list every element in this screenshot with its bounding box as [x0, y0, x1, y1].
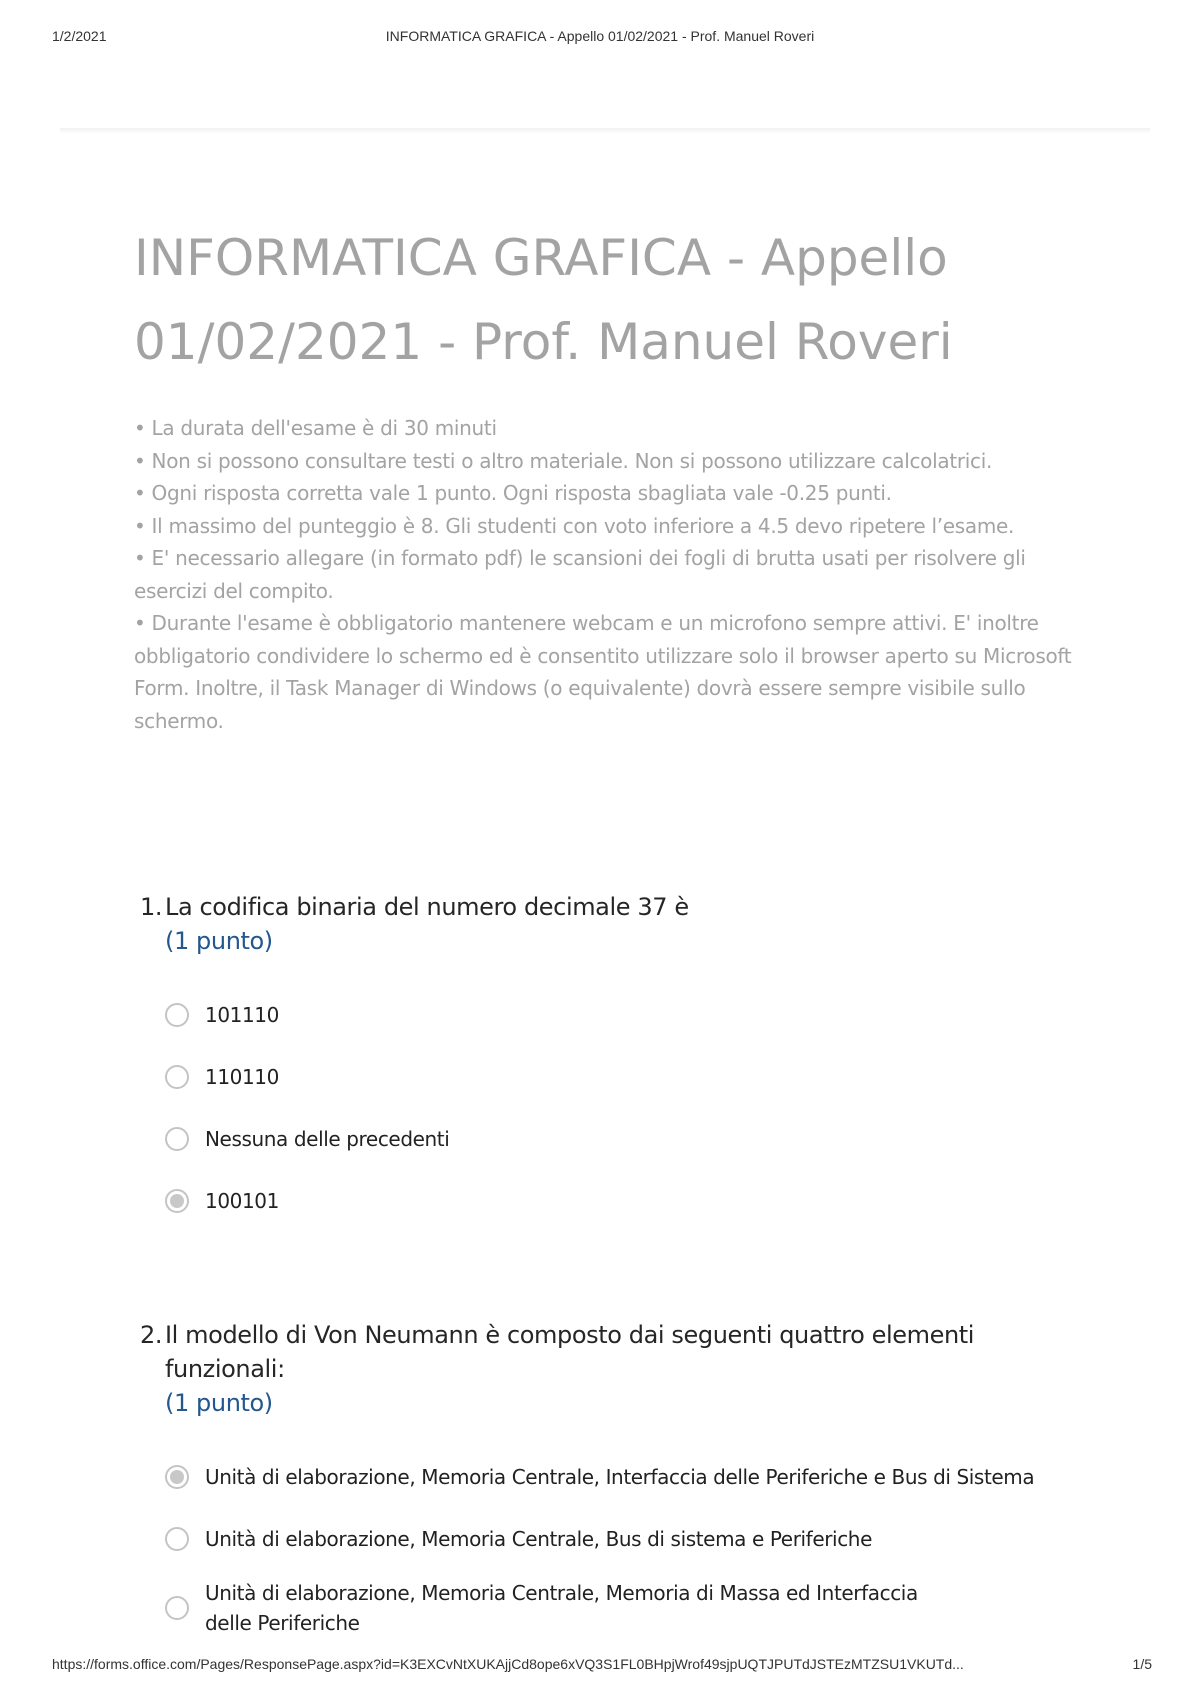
question-header	[140, 1318, 1100, 1420]
radio-button-selected[interactable]	[165, 1189, 189, 1213]
question-1	[140, 890, 1100, 1232]
question-number: 1.	[140, 893, 163, 921]
option-101110[interactable]	[165, 984, 1100, 1046]
print-header	[0, 28, 1200, 50]
form-title: INFORMATICA GRAFICA - Appello 01/02/2021 - Prof. Manuel Roveri	[134, 229, 953, 371]
option-interfaccia-bus[interactable]	[165, 1446, 1100, 1508]
rule-max-score: • Il massimo del punteggio è 8. Gli studenti con voto inferiore a 4.5 devo ripetere l’esame.	[134, 513, 1015, 538]
option-label: 110110	[205, 1065, 279, 1089]
option-label: 100101	[205, 1189, 279, 1213]
option-110110[interactable]	[165, 1046, 1100, 1108]
radio-button[interactable]	[165, 1065, 189, 1089]
radio-button[interactable]	[165, 1003, 189, 1027]
page-number: 1/5	[1132, 1656, 1152, 1672]
option-label: Nessuna delle precedenti	[205, 1127, 450, 1151]
option-label: Unità di elaborazione, Memoria Centrale, Interfaccia delle Periferiche e Bus di Sistema	[205, 1465, 1035, 1489]
option-list	[165, 984, 1100, 1232]
question-points: (1 punto)	[165, 927, 273, 955]
question-points: (1 punto)	[165, 1389, 273, 1417]
rule-attachments: • E' necessario allegare (in formato pdf) le scansioni dei fogli di brutta usati per risolvere gli esercizi del compito.	[134, 546, 1026, 603]
rule-materials: • Non si possono consultare testi o altro materiale. Non si possono utilizzare calcolatrici.	[134, 448, 993, 473]
option-label: Unità di elaborazione, Memoria Centrale, Bus di sistema e Periferiche	[205, 1527, 872, 1551]
option-nessuna[interactable]	[165, 1108, 1100, 1170]
print-date: 1/2/2021	[52, 28, 107, 44]
radio-button[interactable]	[165, 1127, 189, 1151]
form-description	[134, 412, 1094, 737]
question-2	[140, 1318, 1100, 1644]
option-bus-periferiche[interactable]	[165, 1508, 1100, 1570]
rule-scoring: • Ogni risposta corretta vale 1 punto. Ogni risposta sbagliata vale -0.25 punti.	[134, 481, 892, 505]
rule-proctoring: • Durante l'esame è obbligatorio mantenere webcam e un microfono sempre attivi. E' inoltre obbligatorio condividere lo schermo ed è consentito utilizzare solo il browser aperto su Microsoft Form. Inoltre, il Task Manager di Windows (o equivalente) dovrà essere sempre visibile sullo schermo.	[134, 611, 1072, 733]
question-number: 2.	[140, 1321, 163, 1349]
option-list	[165, 1446, 1100, 1644]
radio-button[interactable]	[165, 1596, 189, 1620]
radio-button[interactable]	[165, 1527, 189, 1551]
question-header	[140, 890, 1100, 958]
question-text: La codifica binaria del numero decimale 37 è	[165, 893, 689, 921]
rule-duration: • La durata dell'esame è di 30 minuti	[134, 416, 497, 440]
print-footer	[0, 1656, 1200, 1676]
option-100101[interactable]	[165, 1170, 1100, 1232]
print-document-title: INFORMATICA GRAFICA - Appello 01/02/2021 - Prof. Manuel Roveri	[385, 28, 815, 44]
option-label: 101110	[205, 1003, 279, 1027]
page-url: https://forms.office.com/Pages/ResponsePage.aspx?id=K3EXCvNtXUKAjjCd8ope6xVQ3S1FL0BHpjWrof49sjpUQTJPUTdJSTEzMTZSU1VKUTd...	[52, 1656, 964, 1672]
header-divider	[60, 128, 1150, 134]
option-memoria-massa[interactable]	[165, 1572, 1100, 1644]
option-label: Unità di elaborazione, Memoria Centrale, Memoria di Massa ed Interfaccia delle Periferiche	[205, 1581, 918, 1635]
question-text: Il modello di Von Neumann è composto dai seguenti quattro elementi funzionali:	[165, 1321, 975, 1383]
radio-button-selected[interactable]	[165, 1465, 189, 1489]
